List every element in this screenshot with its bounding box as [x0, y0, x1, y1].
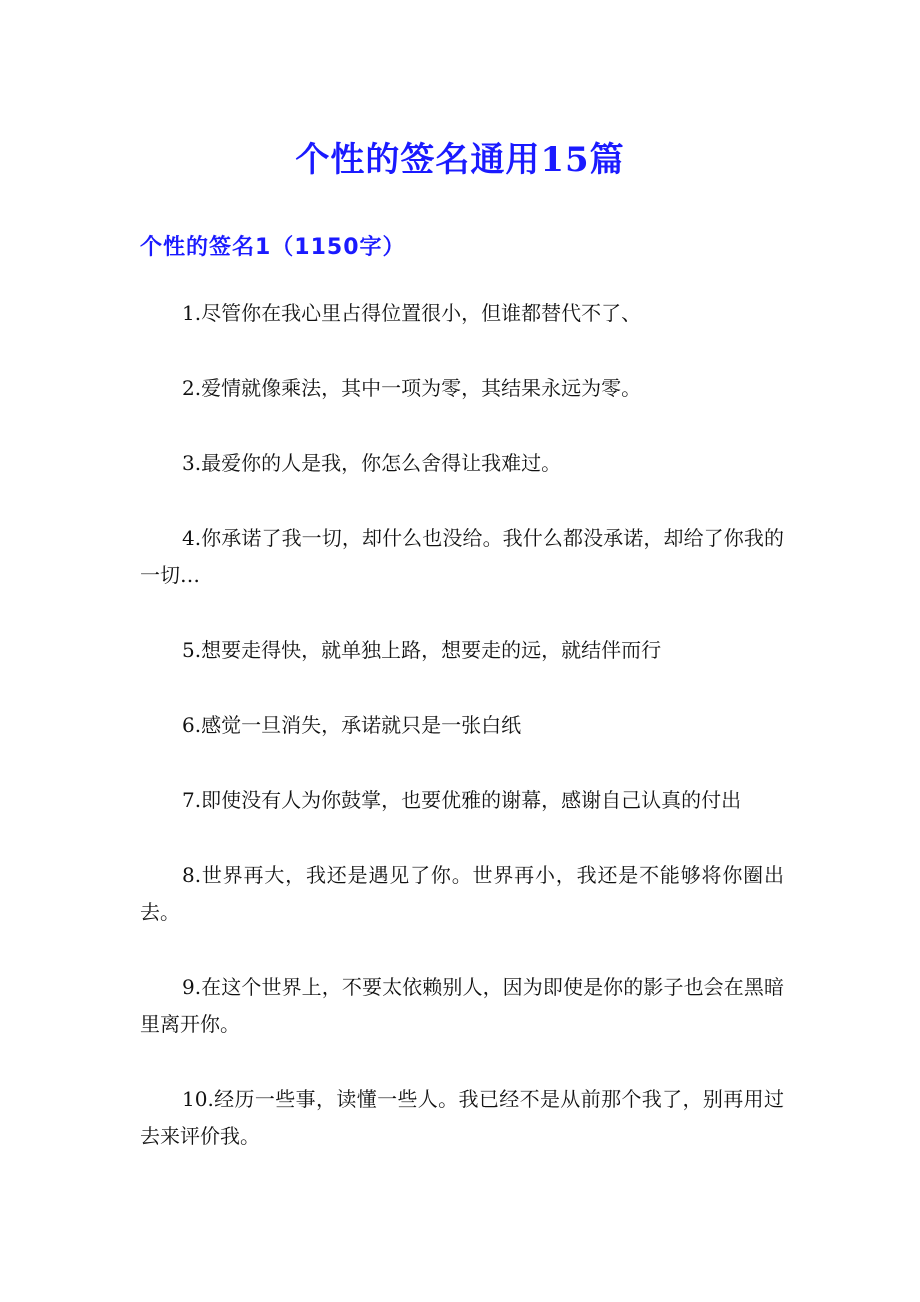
- list-item: 10.经历一些事，读懂一些人。我已经不是从前那个我了，别再用过去来评价我。: [140, 1087, 784, 1148]
- list-item: 7.即使没有人为你鼓掌，也要优雅的谢幕，感谢自己认真的付出: [182, 788, 742, 812]
- document-title: 个性的签名通用15篇: [295, 140, 625, 180]
- list-item: 3.最爱你的人是我，你怎么舍得让我难过。: [182, 451, 562, 475]
- list-item: 2.爱情就像乘法，其中一项为零，其结果永远为零。: [182, 376, 642, 400]
- list-item: 1.尽管你在我心里占得位置很小，但谁都替代不了、: [182, 301, 642, 325]
- list-item: 8.世界再大，我还是遇见了你。世界再小，我还是不能够将你圈出去。: [140, 863, 784, 924]
- signature-list: [140, 295, 784, 1193]
- list-item: 5.想要走得快，就单独上路，想要走的远，就结伴而行: [182, 638, 662, 662]
- list-item: 9.在这个世界上，不要太依赖别人，因为即使是你的影子也会在黑暗里离开你。: [140, 975, 784, 1036]
- section-heading: 个性的签名1（1150字）: [140, 235, 406, 260]
- list-item: 4.你承诺了我一切，却什么也没给。我什么都没承诺，却给了你我的一切…: [140, 526, 784, 587]
- list-item: 6.感觉一旦消失，承诺就只是一张白纸: [182, 713, 522, 737]
